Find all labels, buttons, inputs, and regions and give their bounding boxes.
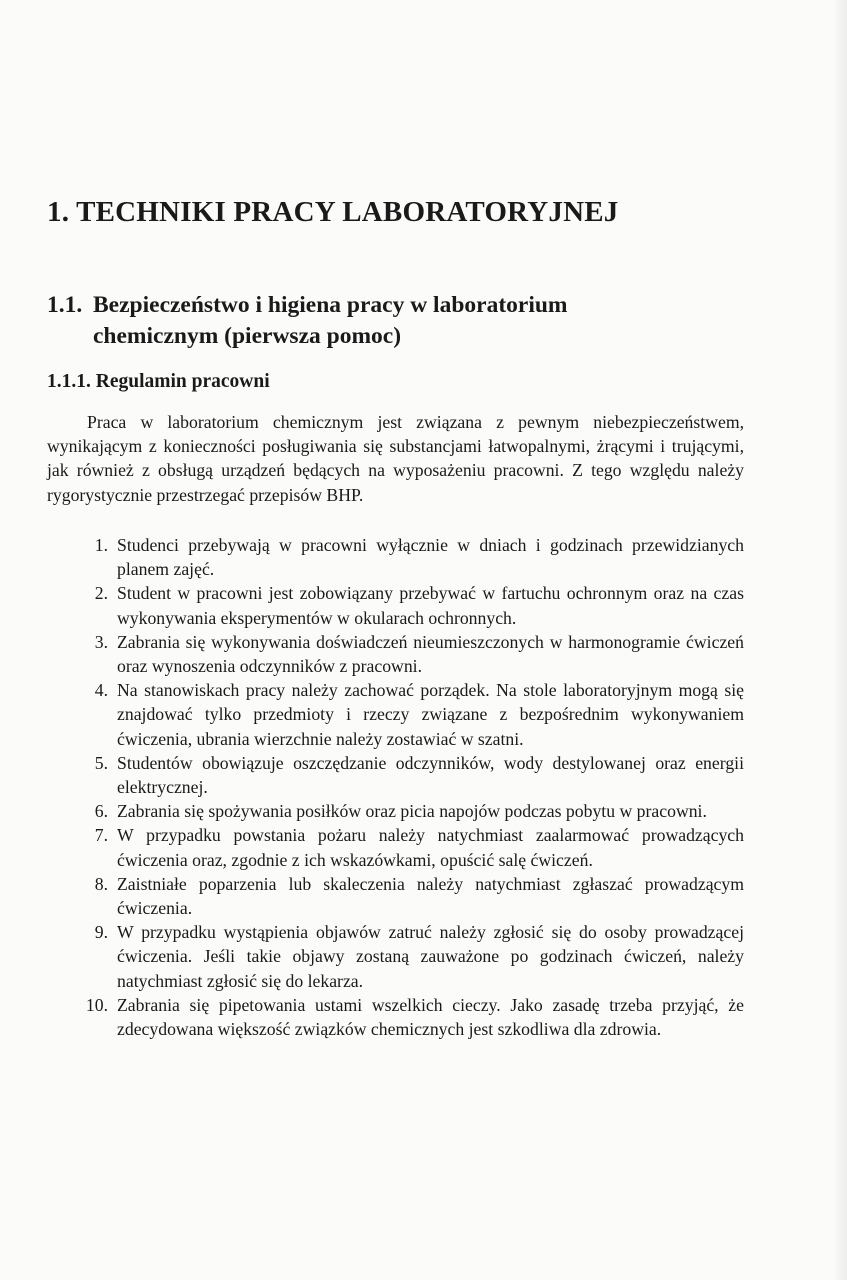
- list-item: [47, 678, 744, 751]
- list-item-number: 4.: [94, 680, 108, 701]
- chapter-title: 1. TECHNIKI PRACY LABORATORYJNEJ: [47, 196, 619, 228]
- list-item-number: 6.: [94, 801, 108, 822]
- page-edge-shadow: [833, 0, 847, 1280]
- list-item-number: 8.: [94, 873, 108, 894]
- list-item-text: Zabrania się wykonywania doświadczeń nieumieszczonych w harmonogramie ćwiczeń oraz wynoszenia odczynników z pracowni.: [117, 631, 744, 677]
- list-item-text: Na stanowiskach pracy należy zachować porządek. Na stole laboratoryjnym mogą się znajdować tylko przedmioty i rzeczy związane z bezpośrednim wykonywaniem ćwiczenia, ubrania wierzchnie należy zostawiać w szatni.: [117, 680, 744, 749]
- list-item-number: 7.: [94, 825, 108, 846]
- rules-list: [47, 533, 744, 1041]
- section-title: [47, 290, 747, 352]
- list-item: [47, 751, 744, 799]
- list-item-number: 3.: [94, 631, 108, 652]
- list-item-number: 2.: [94, 583, 108, 604]
- list-item-text: Studentów obowiązuje oszczędzanie odczynników, wody destylowanej oraz energii elektrycznej.: [117, 752, 744, 798]
- list-item-number: 10.: [85, 994, 108, 1015]
- list-item-text: W przypadku powstania pożaru należy natychmiast zaalarmować prowadzących ćwiczenia oraz, zgodnie z ich wskazówkami, opuścić salę ćwiczeń.: [117, 825, 744, 870]
- list-item-text: Studenci przebywają w pracowni wyłącznie w dniach i godzinach przewidzianych planem zajęć.: [117, 535, 744, 580]
- list-item-text: W przypadku wystąpienia objawów zatruć należy zgłosić się do osoby prowadzącej ćwiczenia. Jeśli takie objawy zostaną zauważone po godzinach ćwiczeń, należy natychmiast zgłosić się do lekarza.: [117, 922, 744, 991]
- section-title-line2: chemicznym (pierwsza pomoc): [93, 323, 402, 349]
- list-item: [47, 872, 744, 920]
- subsection-title: 1.1.1. Regulamin pracowni: [47, 371, 270, 392]
- list-item-number: 1.: [94, 535, 108, 555]
- section-title-line1: [47, 290, 747, 321]
- intro-paragraph: Praca w laboratorium chemicznym jest związana z pewnym niebezpieczeństwem, wynikającym z konieczności posługiwania się substancjami łatwopalnymi, żrącymi i trującymi, jak również z obsługą urządzeń będących na wyposażeniu pracowni. Z tego względu należy rygorystycznie przestrzegać przepisów BHP.: [47, 412, 744, 505]
- section-title-text-line1: Bezpieczeństwo i higiena pracy w laboratorium: [93, 292, 568, 318]
- list-item: [47, 993, 744, 1041]
- list-item-text: Zaistniałe poparzenia lub skaleczenia należy natychmiast zgłaszać prowadzącym ćwiczenia.: [117, 873, 744, 919]
- list-item: [47, 581, 744, 629]
- list-item: [47, 533, 744, 581]
- list-item: [47, 630, 744, 678]
- list-item-number: 9.: [94, 922, 108, 943]
- list-item: [47, 799, 744, 823]
- list-item-text: Zabrania się spożywania posiłków oraz picia napojów podczas pobytu w pracowni.: [117, 801, 707, 822]
- list-item-text: Zabrania się pipetowania ustami wszelkich cieczy. Jako zasadę trzeba przyjąć, że zdecydowana większość związków chemicznych jest szkodliwa dla zdrowia.: [117, 994, 744, 1040]
- list-item: [47, 920, 744, 993]
- list-item-number: 5.: [94, 752, 108, 773]
- list-item: [47, 823, 744, 871]
- section-number: 1.1.: [47, 292, 83, 318]
- list-item-text: Student w pracowni jest zobowiązany przebywać w fartuchu ochronnym oraz na czas wykonywania eksperymentów w okularach ochronnych.: [117, 583, 744, 628]
